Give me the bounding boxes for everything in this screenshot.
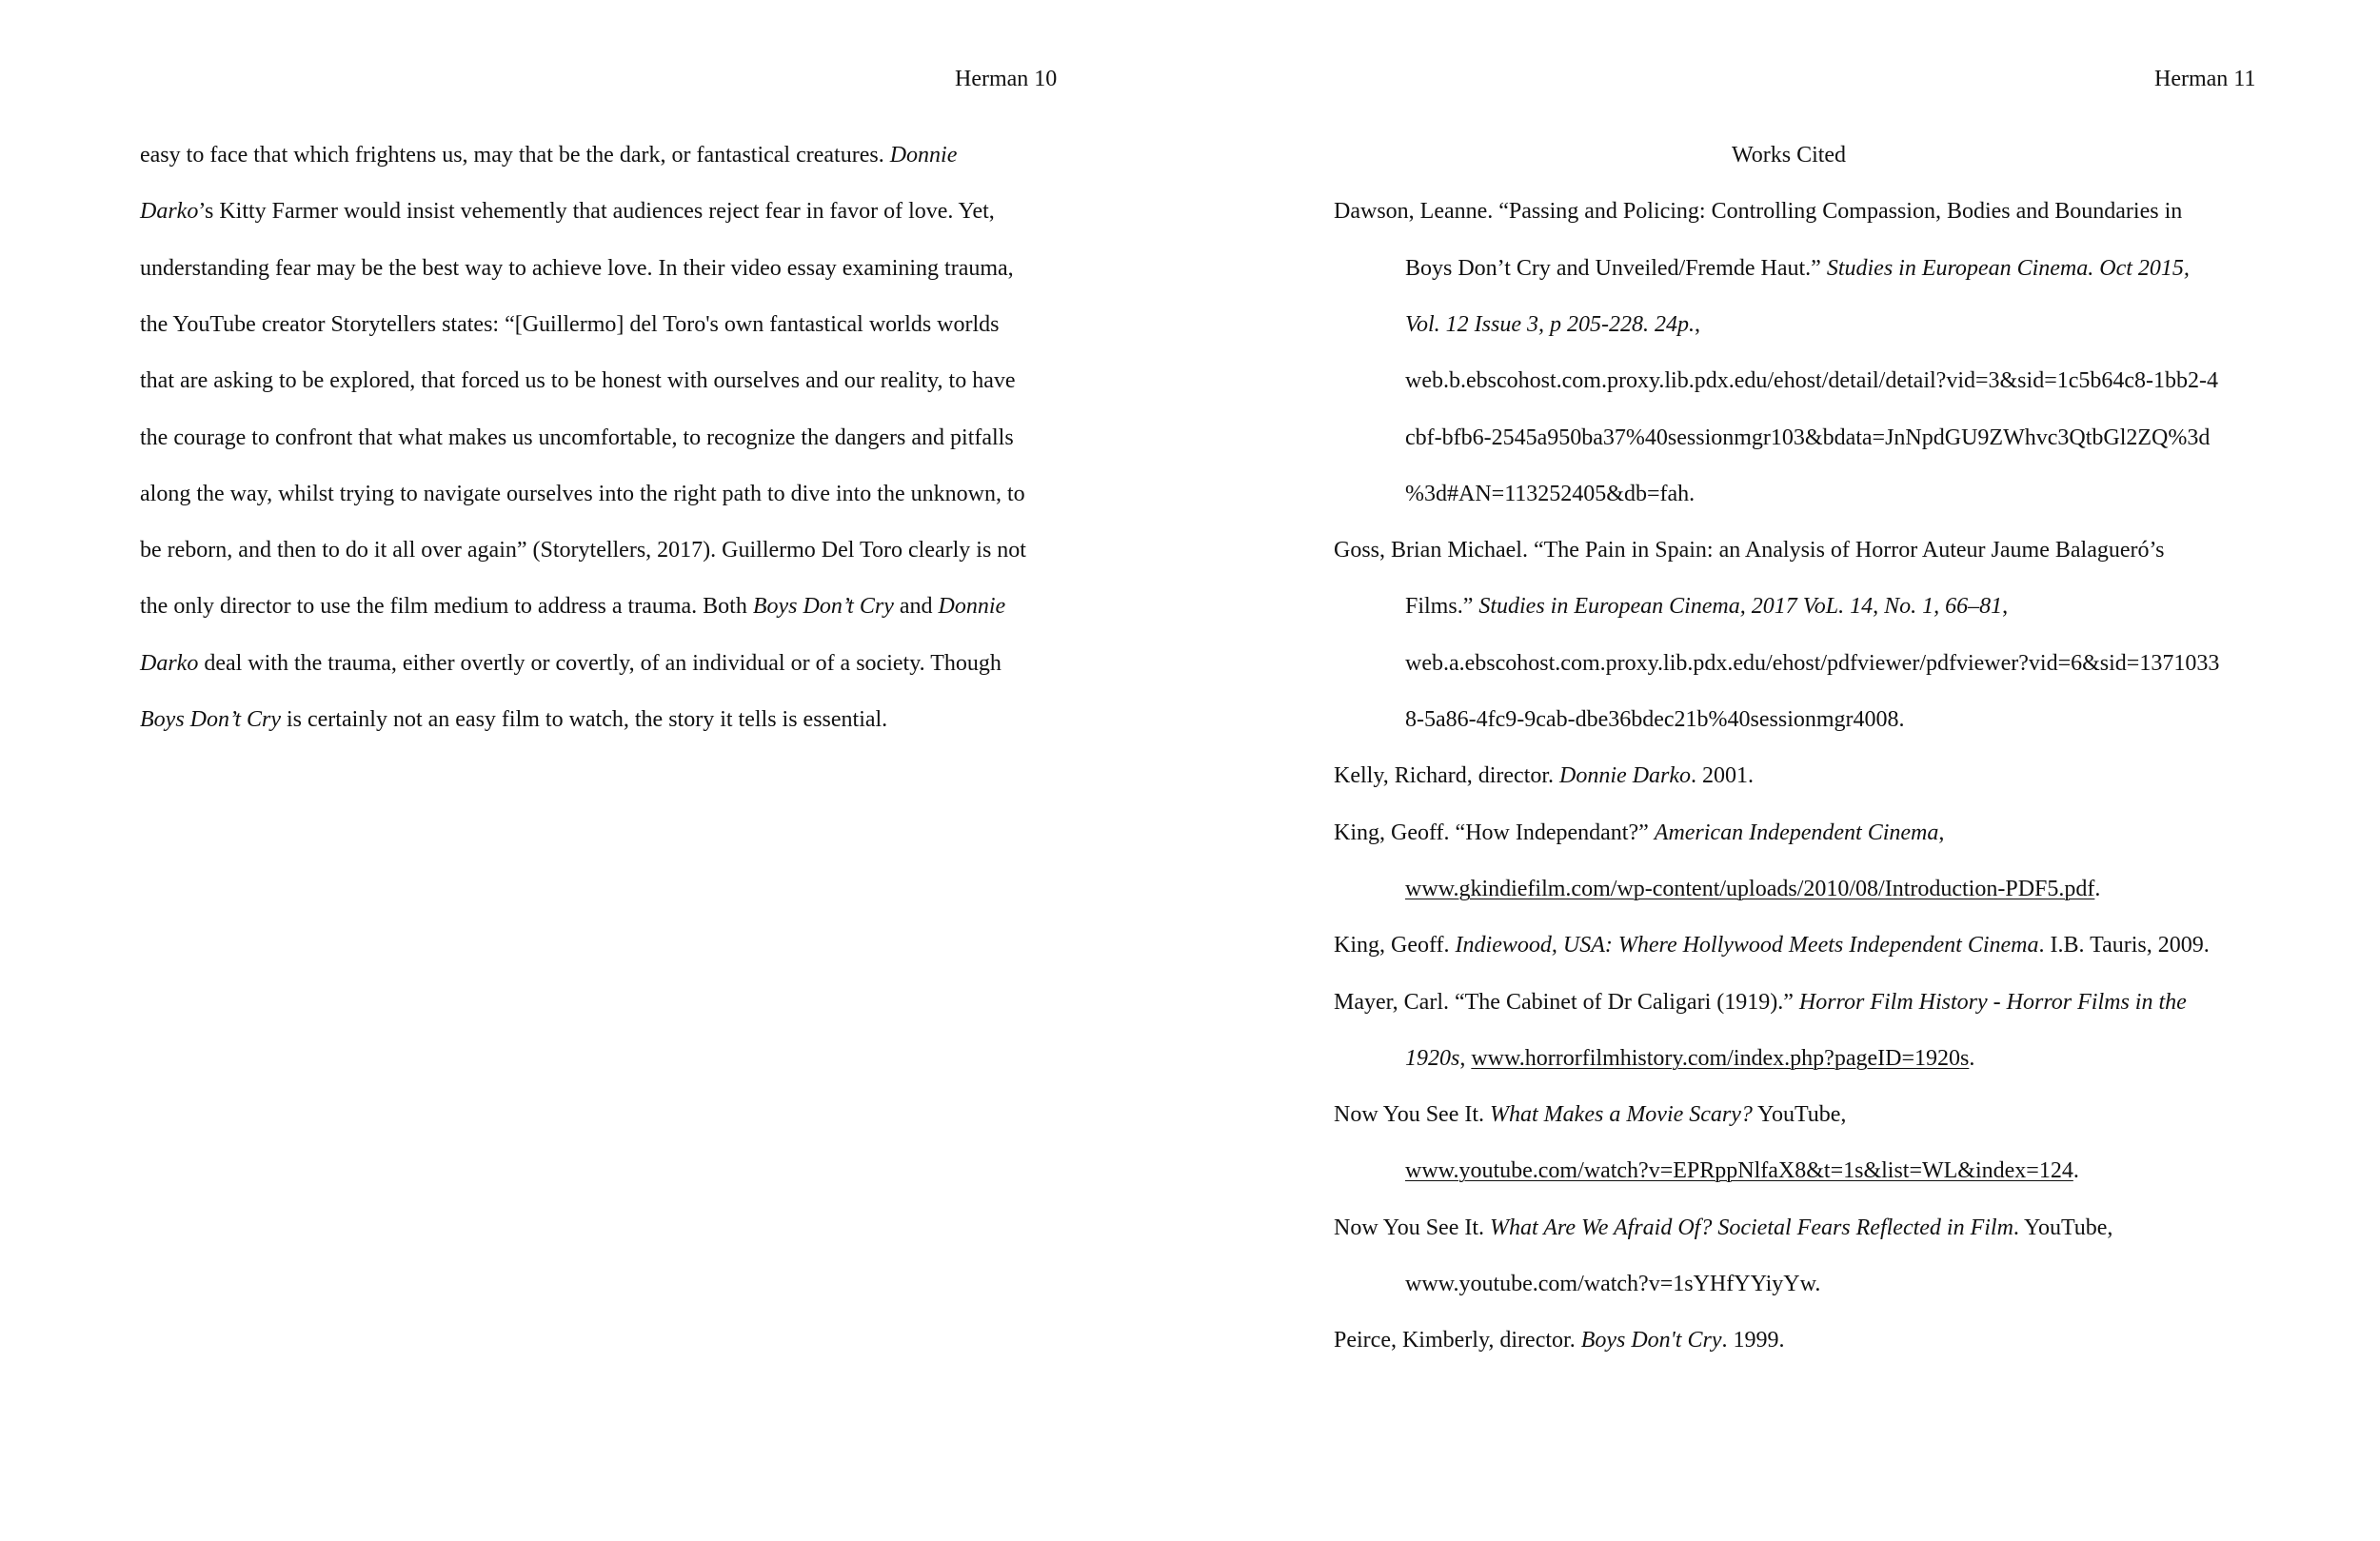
body-line <box>140 196 995 227</box>
link-text[interactable]: www.youtube.com/watch?v=EPRppNlfaX8&t=1s&list=WL&index=124 <box>1405 1158 2073 1184</box>
text-segment: be reborn, and then to do it all over again” (Storytellers, 2017). Guillermo Del Toro clearly is not <box>140 538 1026 563</box>
italic-text: Donnie <box>889 143 958 168</box>
italic-text: Horror Film History - Horror Films in the <box>1798 989 2187 1015</box>
citation-continuation-line <box>1405 874 2100 904</box>
italic-text: Boys Don’t Cry <box>140 707 281 732</box>
citation-continuation-line <box>1405 253 2190 284</box>
citation-continuation-line <box>1405 479 1695 509</box>
italic-text: Studies in European Cinema. Oct 2015, <box>1826 255 2190 281</box>
citation-entry <box>1334 930 2210 960</box>
text-segment: Now You See It. <box>1334 1215 1491 1240</box>
body-line <box>140 535 1026 565</box>
text-segment: Mayer, Carl. “The Cabinet of Dr Caligari (1919).” <box>1334 989 1799 1015</box>
citation-entry <box>1334 535 2165 565</box>
italic-text: Boys Don’t Cry <box>752 594 894 620</box>
citation-continuation-line <box>1405 648 2219 679</box>
italic-text: American Independent Cinema <box>1654 820 1939 845</box>
citation-entry <box>1334 761 1754 791</box>
italic-text: Darko <box>140 650 199 676</box>
link-text[interactable]: www.horrorfilmhistory.com/index.php?pageID=1920s <box>1471 1045 1970 1071</box>
italic-text: What Makes a Movie Scary? <box>1490 1102 1753 1128</box>
text-segment: . 2001. <box>1691 763 1755 789</box>
body-line <box>140 591 1005 622</box>
text-segment: www.youtube.com/watch?v=1sYHfYYiyYw. <box>1405 1272 1821 1296</box>
text-segment: deal with the trauma, either overtly or covertly, of an individual or of a society. Though <box>198 650 1002 676</box>
body-line <box>140 423 1014 453</box>
text-segment: . <box>1969 1045 1975 1071</box>
body-line <box>140 648 1002 679</box>
italic-text: 1920s <box>1405 1045 1460 1071</box>
text-segment: YouTube, <box>1752 1102 1847 1128</box>
citation-continuation-line <box>1405 1269 1820 1299</box>
page-header-left: Herman 10 <box>955 67 1058 91</box>
text-segment: King, Geoff. “How Independant?” <box>1334 820 1655 845</box>
body-line <box>140 704 887 735</box>
text-segment: , <box>1459 1045 1472 1071</box>
works-cited-title: Works Cited <box>1732 143 1847 168</box>
text-segment: understanding fear may be the best way to achieve love. In their video essay examining trauma, <box>140 255 1014 281</box>
page-header-right: Herman 11 <box>2154 67 2256 91</box>
link-text[interactable]: www.gkindiefilm.com/wp-content/uploads/2010/08/Introduction-PDF5.pdf <box>1405 876 2095 901</box>
text-segment: and <box>893 594 939 620</box>
text-segment: along the way, whilst trying to navigate ourselves into the right path to dive into the unknown, to <box>140 481 1025 506</box>
text-segment: , <box>1938 820 1945 845</box>
body-line <box>140 140 957 170</box>
citation-continuation-line <box>1405 365 2218 396</box>
italic-text: Darko <box>140 199 199 225</box>
text-segment: %3d#AN=113252405&db=fah. <box>1405 481 1696 506</box>
text-segment: Peirce, Kimberly, director. <box>1334 1328 1581 1353</box>
citation-continuation-line <box>1405 1156 2079 1186</box>
body-line <box>140 309 1000 340</box>
text-segment: is certainly not an easy film to watch, the story it tells is essential. <box>280 707 888 732</box>
text-segment: Kelly, Richard, director. <box>1334 763 1560 789</box>
citation-entry <box>1334 818 1944 848</box>
text-segment: , <box>2002 594 2009 620</box>
text-segment: . <box>2073 1158 2079 1184</box>
text-segment: . <box>2094 876 2101 901</box>
citation-continuation-line <box>1405 591 2008 622</box>
citation-continuation-line <box>1405 309 1700 340</box>
text-segment: Goss, Brian Michael. “The Pain in Spain: an Analysis of Horror Auteur Jaume Balagueró’s <box>1334 538 2165 563</box>
text-segment: the courage to confront that what makes us uncomfortable, to recognize the dangers and pitfalls <box>140 425 1014 450</box>
body-line <box>140 253 1014 284</box>
citation-entry <box>1334 1213 2112 1243</box>
italic-text: Vol. 12 Issue 3, p 205-228. 24p. <box>1405 311 1695 337</box>
text-segment: . I.B. Tauris, 2009. <box>2038 933 2210 958</box>
text-segment: that are asking to be explored, that forced us to be honest with ourselves and our reality, to have <box>140 368 1016 394</box>
body-line <box>140 365 1016 396</box>
italic-text: Donnie <box>938 594 1006 620</box>
citation-continuation-line <box>1405 1043 1974 1074</box>
citation-continuation-line <box>1405 704 1905 735</box>
text-segment: easy to face that which frightens us, may that be the dark, or fantastical creatures. <box>140 143 890 168</box>
text-segment: the YouTube creator Storytellers states: “[Guillermo] del Toro's own fantastical worlds worlds <box>140 311 1000 337</box>
text-segment: the only director to use the film medium to address a trauma. Both <box>140 594 753 620</box>
text-segment: web.a.ebscohost.com.proxy.lib.pdx.edu/ehost/pdfviewer/pdfviewer?vid=6&sid=1371033 <box>1405 650 2220 676</box>
text-segment: King, Geoff. <box>1334 933 1456 958</box>
citation-entry <box>1334 196 2182 227</box>
text-segment: 8-5a86-4fc9-9cab-dbe36bdec21b%40sessionmgr4008. <box>1405 707 1905 732</box>
citation-entry <box>1334 1099 1846 1130</box>
italic-text: Donnie Darko <box>1559 763 1692 789</box>
italic-text: What Are We Afraid Of? Societal Fears Reflected in Film <box>1490 1215 2013 1240</box>
italic-text: Indiewood, USA: Where Hollywood Meets Independent Cinema <box>1455 933 2039 958</box>
italic-text: Boys Don't Cry <box>1580 1328 1722 1353</box>
text-segment: , <box>1694 311 1700 337</box>
text-segment: . YouTube, <box>2013 1215 2113 1240</box>
text-segment: Films.” <box>1405 594 1479 620</box>
citation-entry <box>1334 1325 1784 1355</box>
text-segment: Dawson, Leanne. “Passing and Policing: Controlling Compassion, Bodies and Boundaries in <box>1334 199 2183 225</box>
body-line <box>140 479 1025 509</box>
text-segment: Now You See It. <box>1334 1102 1491 1128</box>
text-segment: ’s Kitty Farmer would insist vehemently that audiences reject fear in favor of love. Yet, <box>198 199 995 225</box>
text-segment: cbf-bfb6-2545a950ba37%40sessionmgr103&bdata=JnNpdGU9ZWhvc3QtbGl2ZQ%3d <box>1405 425 2211 450</box>
text-segment: Boys Don’t Cry and Unveiled/Fremde Haut.” <box>1405 255 1827 281</box>
citation-continuation-line <box>1405 423 2210 453</box>
text-segment: web.b.ebscohost.com.proxy.lib.pdx.edu/ehost/detail/detail?vid=3&sid=1c5b64c8-1bb2-4 <box>1405 368 2219 394</box>
italic-text: Studies in European Cinema, 2017 VoL. 14, No. 1, 66–81 <box>1478 594 2003 620</box>
text-segment: . 1999. <box>1721 1328 1785 1353</box>
citation-entry <box>1334 987 2187 1017</box>
